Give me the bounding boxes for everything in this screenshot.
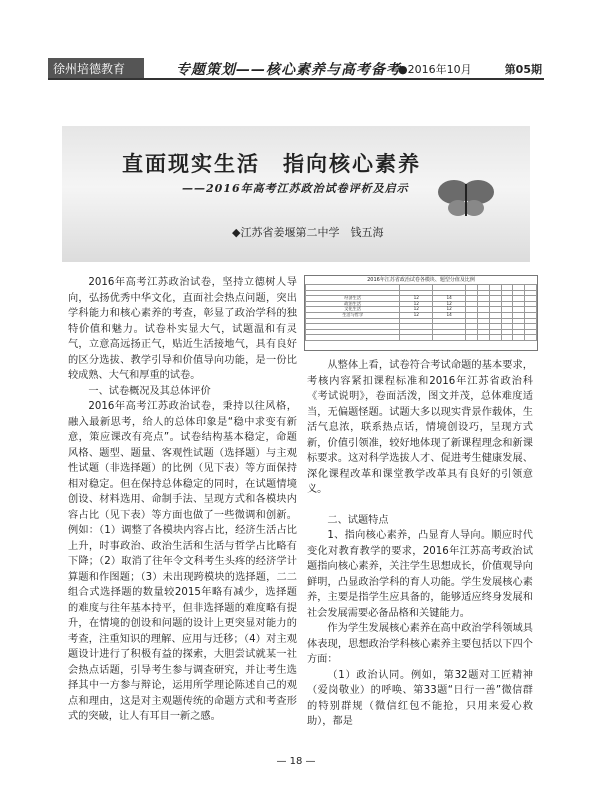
article-banner xyxy=(62,126,530,262)
article-title: 直面现实生活 指向核心素养 xyxy=(122,151,421,176)
table-cell: 经济生活 xyxy=(306,296,400,302)
section-heading-1: 一、试卷概况及其总体评价 xyxy=(88,385,211,397)
feature-paragraph-2: 作为学生发展核心素养在高中政治学科领域具体表现，思想政治学科核心素养主要包括以下四个方面： xyxy=(307,623,533,665)
score-table xyxy=(304,275,538,351)
article-author: ◆江苏省姜堰第二中学 钱五海 xyxy=(232,226,384,239)
table-cell: 12 xyxy=(400,312,433,318)
table-row xyxy=(306,335,537,341)
issue-number: 第05期 xyxy=(504,63,542,76)
feature-paragraph-3: （1）政治认同。例如，第32题对工匠精神（爱岗敬业）的呼唤、第33题“日行一善”微信群的特别群规（微信红包不能抢，只用来爱心救助），都是 xyxy=(307,669,533,727)
page-number: — 18 — xyxy=(276,756,316,767)
table-grid xyxy=(305,284,537,341)
table-cell: 生活与哲学 xyxy=(306,312,400,318)
issue-date: ●2016年10月 xyxy=(398,63,472,76)
header-divider xyxy=(48,78,544,80)
table-cell: 14 xyxy=(433,312,466,318)
spacer xyxy=(307,498,533,513)
table-cell: 文化生活 xyxy=(306,307,400,313)
article-subtitle: ——2016年高考江苏政治试卷评析及启示 xyxy=(182,182,409,195)
table-cell: 12 xyxy=(400,301,433,307)
left-column xyxy=(68,275,297,725)
table-cell: 12 xyxy=(400,307,433,313)
publication-name: 徐州培德教育 xyxy=(53,62,126,76)
table-cell: 12 xyxy=(433,307,466,313)
right-column xyxy=(307,358,533,730)
section-heading-2: 二、试题特点 xyxy=(327,514,389,526)
publication-tab xyxy=(48,58,144,78)
table-cell: 12 xyxy=(400,296,433,302)
table-cell: 政治生活 xyxy=(306,301,400,307)
feature-paragraph-1: 1、指向核心素养，凸显育人导向。顺应时代变化对教育教学的要求，2016年江苏高考政治试题指向核心素养，关注学生思想成长，价值观导向鲜明，凸显政治学科的育人功能。学生发展核心素养，主要是指学生应具备的，能够适应终身发展和社会发展需要必备品格和关键能力。 xyxy=(307,530,533,619)
summary-paragraph: 从整体上看，试卷符合考试命题的基本要求，考核内容紧扣课程标准和2016年江苏省政治科《考试说明》，卷面活泼，图文并茂，总体难度适当，无偏题怪题。试题大多以现实背景作载体，生活气息浓，联系热点话，情境创设巧，呈现方式新，价值引领准，较好地体现了新课程理念和新课标要求。这对科学选拔人才、促进考生健康发展、深化课程改革和课堂教学改革具有良好的引领意义。 xyxy=(307,360,533,495)
section-title: 专题策划——核心素养与高考备考 xyxy=(176,62,401,78)
butterfly-icon xyxy=(432,166,502,226)
table-cell: 12 xyxy=(433,301,466,307)
overview-paragraph: 2016年高考江苏政治试卷，秉持以往风格，融入最新思考，给人的总体印象是“稳中求变有新意，策应课改有亮点”。试卷结构基本稳定，命题风格、题型、题量、客观性试题（选择题）与主观性试题（非选择题）的比例（见下表）等方面保持相对稳定。但在保持总体稳定的同时，在试题情境创设、材料选用、命制手法、呈现方式和各模块内容占比（见下表）等方面也做了一些微调和创新。例如：（1）调整了各模块内容占比，经济生活占比上升，时事政治、政治生活和生活与哲学占比略有下降；（2）取消了往年令文科考生头疼的经济学计算题和作图题；（3）未出现跨模块的选择题，二二组合式选择题的数量较2015年略有减少，选择题的难度与往年基本持平，但非选择题的难度略有提升，在情境的创设和问题的设计上更突显对能力的考查，注重知识的理解、应用与迁移；（4）对主观题设计进行了积极有益的探索，大胆尝试就某一社会热点话题，引导考生参与调查研究，并让考生选择其中一方参与辩论，运用所学理论陈述自己的观点和理由，这是对主观题传统的命题方式和考查形式的突破，让人有耳目一新之感。 xyxy=(68,401,297,722)
intro-paragraph: 2016年高考江苏政治试卷，坚持立德树人导向，弘扬优秀中华文化，直面社会热点问题，突出学科能力和核心素养的考查，彰显了政治学科的独特价值和魅力。试卷朴实显大气，试题温和有灵气，立意高远扬正气，贴近生活接地气，具有良好的区分选拔、教学引导和价值导向功能，是一份比较成熟、大气和厚重的试卷。 xyxy=(68,277,297,381)
table-title: 2016年江苏省政治试卷各模块、题型分值及比例 xyxy=(367,277,475,283)
table-cell: 14 xyxy=(433,296,466,302)
page-header xyxy=(48,58,544,78)
